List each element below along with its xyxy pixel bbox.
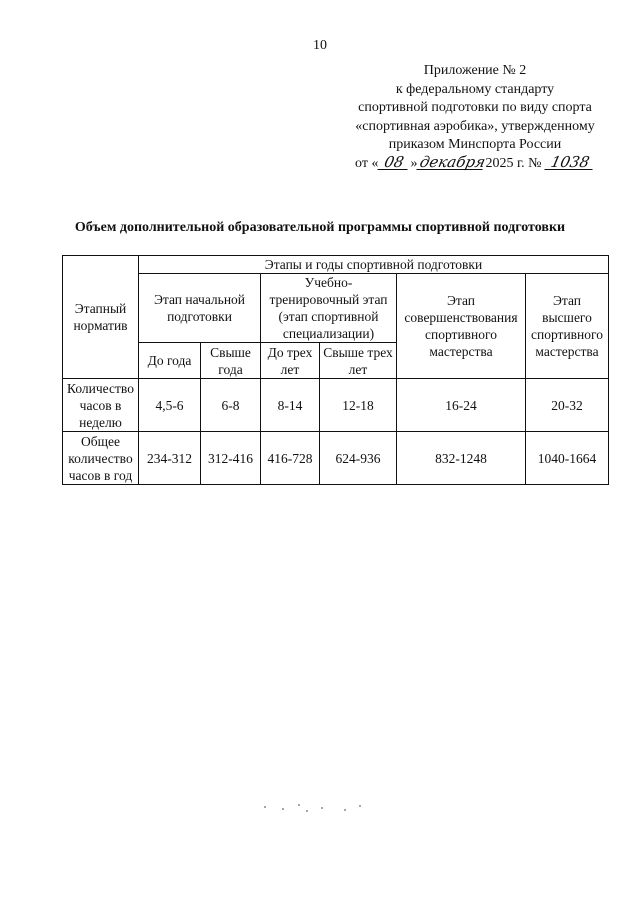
sub-header-training-1: До трех лет: [261, 343, 320, 379]
row-label: Количество часов в неделю: [63, 379, 139, 432]
sub-header-training-2: Свыше трех лет: [320, 343, 397, 379]
scan-speck: [298, 804, 300, 806]
appendix-line: спортивной подготовки по виду спорта: [358, 100, 592, 115]
appendix-line: приказом Минспорта России: [388, 137, 562, 152]
handwritten-month: декабря: [418, 152, 488, 171]
table-cell: 234-312: [139, 432, 201, 485]
order-date-line: [340, 152, 610, 174]
appendix-line: Приложение № 2: [423, 63, 527, 78]
stage-initial-header: Этап начальной подготовки: [139, 274, 261, 343]
sub-header-initial-1: До года: [139, 343, 201, 379]
date-prefix: от «: [355, 155, 379, 171]
sub-header-initial-2: Свыше года: [201, 343, 261, 379]
year-text: 2025 г. №: [485, 155, 542, 171]
table-cell: 416-728: [261, 432, 320, 485]
appendix-line: к федеральному стандарту: [395, 81, 555, 97]
table-cell: 624-936: [320, 432, 397, 485]
table-cell: 312-416: [201, 432, 261, 485]
scan-speck: [306, 810, 308, 812]
scan-artifacts: [260, 800, 380, 820]
row-label: Общее количество часов в год: [63, 432, 139, 485]
page-number: 10: [313, 38, 327, 53]
table-cell: 20-32: [526, 379, 609, 432]
document-title: Объем дополнительной образовательной программы спортивной подготовки: [74, 220, 566, 235]
table-cell: 6-8: [201, 379, 261, 432]
table-cell: 832-1248: [397, 432, 526, 485]
table-cell: 12-18: [320, 379, 397, 432]
table-row: [63, 379, 609, 432]
stage-improvement-header: Этап совершенствования спортивного мастерства: [397, 274, 526, 379]
scan-speck: [321, 807, 323, 809]
scan-speck: [344, 809, 346, 811]
table-cell: 1040-1664: [526, 432, 609, 485]
scan-speck: [282, 808, 284, 810]
appendix-line: «спортивная аэробика», утвержденному: [355, 118, 595, 134]
table-row: [63, 432, 609, 485]
table-cell: 4,5-6: [139, 379, 201, 432]
appendix-block: [340, 62, 610, 173]
stage-higher-header: Этап высшего спортивного мастерства: [526, 274, 609, 379]
group-header-cell: Этапы и годы спортивной подготовки: [139, 256, 609, 274]
table-cell: 16-24: [397, 379, 526, 432]
date-close: »: [410, 155, 418, 171]
program-volume-table: [62, 255, 609, 485]
table-cell: 8-14: [261, 379, 320, 432]
handwritten-day: 08: [378, 155, 411, 170]
stage-training-header: Учебно-тренировочный этап (этап спортивной специализации): [261, 274, 397, 343]
row-header-cell: Этапный норматив: [63, 256, 139, 379]
scan-speck: [264, 806, 266, 808]
handwritten-order-number: 1038: [544, 155, 595, 170]
scan-speck: [359, 805, 361, 807]
